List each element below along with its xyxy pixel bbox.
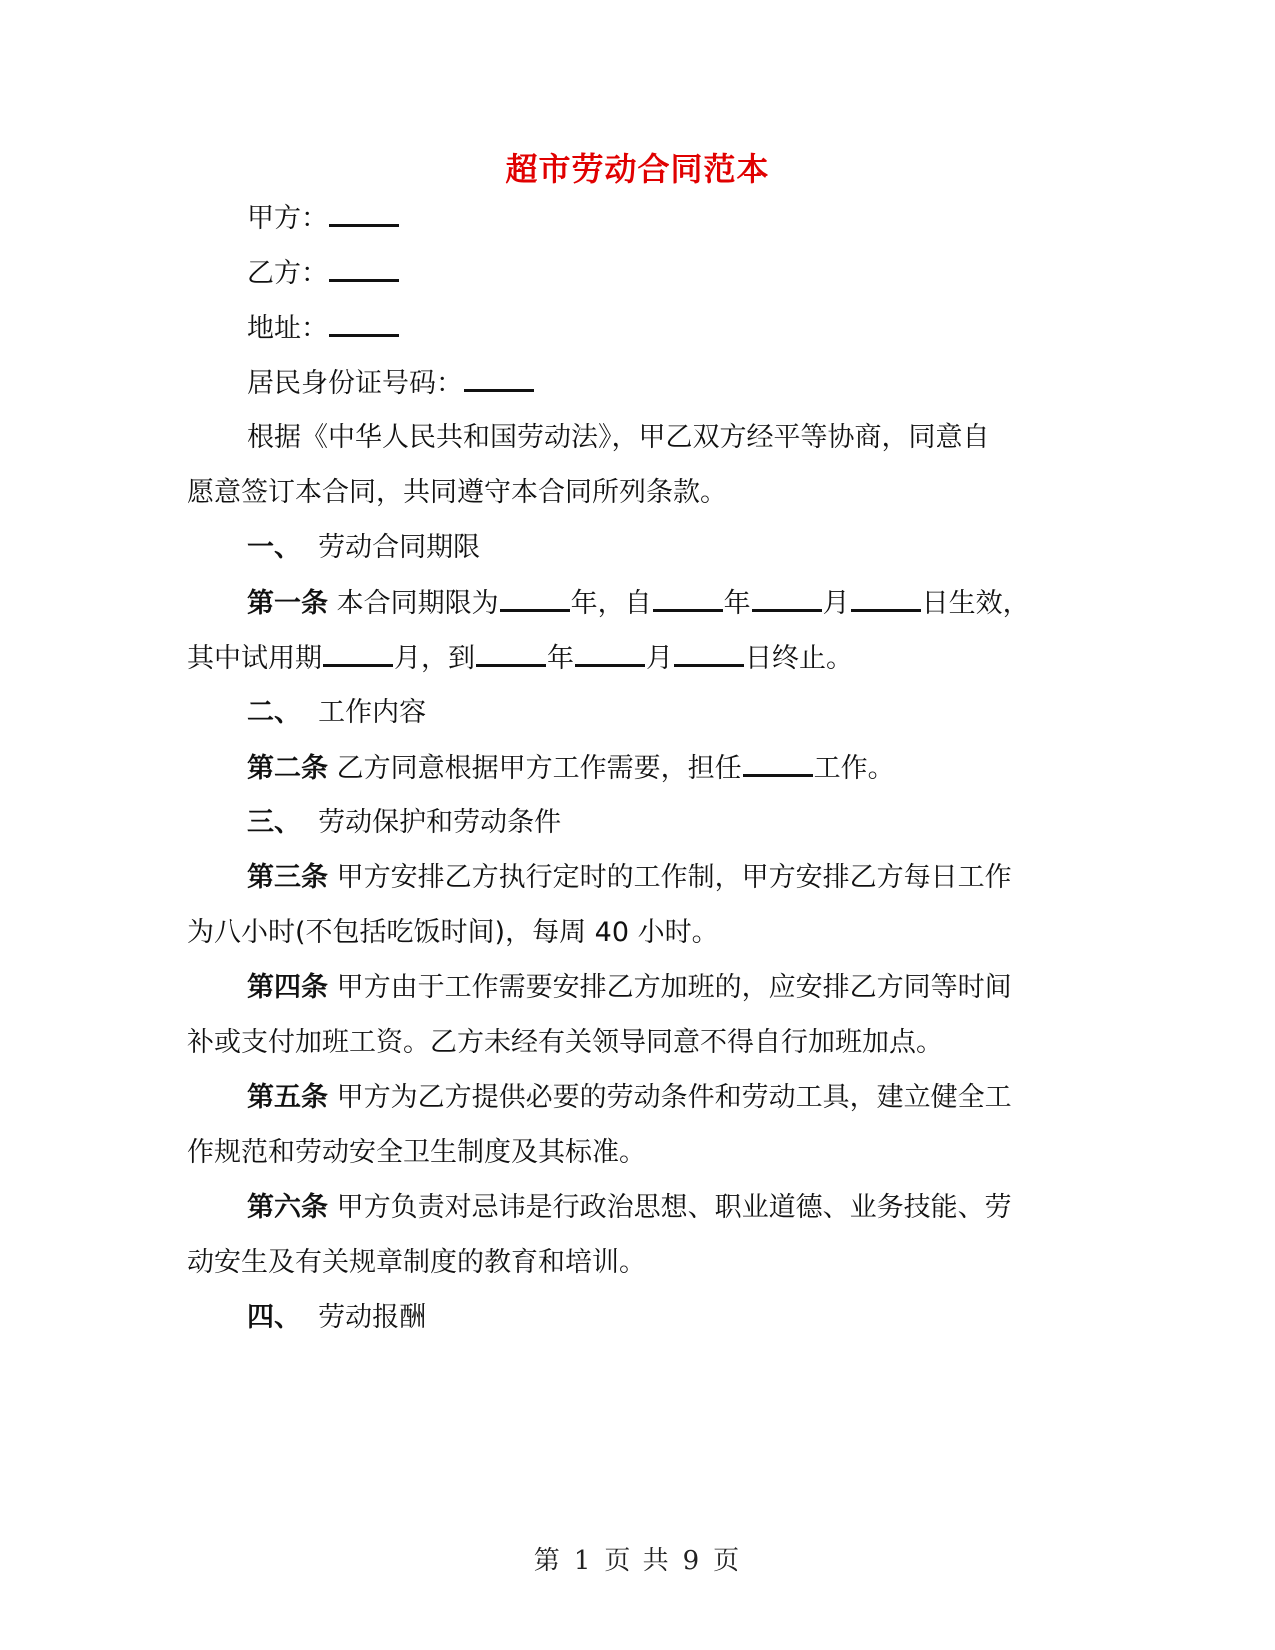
- section-title: 劳动保护和劳动条件: [318, 807, 562, 838]
- article-label: 第二条: [247, 753, 328, 784]
- party-b-label: 乙方：: [247, 258, 328, 289]
- article-label: 第六条: [247, 1192, 328, 1223]
- address-blank: [329, 308, 399, 337]
- text-segment: 月，到: [394, 643, 475, 674]
- party-b-blank: [329, 253, 399, 282]
- text-segment: 甲方由于工作需要安排乙方加班的，应安排乙方同等时间: [336, 972, 1012, 1003]
- footer-page-number: 1: [573, 1546, 593, 1576]
- text-segment: 其中试用期: [187, 643, 322, 674]
- text-segment: 年: [547, 643, 574, 674]
- text-segment: 工作。: [813, 753, 895, 784]
- address-label: 地址：: [247, 313, 328, 344]
- text-segment: 年: [723, 588, 751, 619]
- article-label: 第五条: [247, 1082, 328, 1113]
- text-segment: 日终止。: [745, 643, 853, 674]
- article-5-line-1: [247, 1078, 1012, 1118]
- party-a-field: [247, 198, 400, 239]
- section-heading-3: [247, 803, 561, 843]
- address-field: [247, 308, 400, 349]
- start-year-blank: [653, 583, 723, 612]
- footer-total-pages: 9: [682, 1546, 702, 1576]
- party-a-blank: [329, 198, 399, 227]
- text-segment: 乙方同意根据甲方工作需要，担任: [336, 753, 742, 784]
- probation-months-blank: [323, 638, 393, 667]
- id-number-blank: [464, 363, 534, 392]
- intro-line-1: 根据《中华人民共和国劳动法》，甲乙双方经平等协商，同意自: [247, 422, 990, 453]
- text-segment: 月: [646, 643, 673, 674]
- article-1-line-2: [187, 638, 853, 679]
- section-number: 四、: [247, 1302, 301, 1333]
- article-4-line-2: 补或支付加班工资。乙方未经有关领导同意不得自行加班加点。: [187, 1027, 943, 1058]
- page-footer: [0, 1540, 1275, 1577]
- id-number-field: [247, 363, 535, 404]
- section-heading-2: [247, 693, 426, 733]
- section-heading-4: [247, 1298, 426, 1338]
- party-b-field: [247, 253, 400, 294]
- section-heading-1: [247, 528, 480, 568]
- footer-suffix: 页: [713, 1546, 742, 1576]
- article-6-line-1: [247, 1188, 1012, 1228]
- section-number: 一、: [247, 532, 301, 563]
- end-day-blank: [674, 638, 744, 667]
- text-segment: 日生效，: [921, 588, 1030, 619]
- party-a-label: 甲方：: [247, 203, 328, 234]
- id-number-label: 居民身份证号码：: [247, 368, 463, 399]
- text-segment: 月: [822, 588, 850, 619]
- section-number: 三、: [247, 807, 301, 838]
- section-number: 二、: [247, 697, 301, 728]
- article-label: 第四条: [247, 972, 328, 1003]
- footer-prefix: 第: [533, 1546, 562, 1576]
- section-title: 工作内容: [318, 697, 427, 728]
- article-label: 第三条: [247, 862, 328, 893]
- article-3-line-2: 为八小时(不包括吃饭时间)，每周 40 小时。: [187, 917, 719, 948]
- section-title: 劳动报酬: [318, 1302, 427, 1333]
- footer-middle: 页 共: [604, 1546, 671, 1576]
- intro-line-2: 愿意签订本合同，共同遵守本合同所列条款。: [187, 477, 727, 508]
- article-5-line-2: 作规范和劳动安全卫生制度及其标准。: [187, 1137, 646, 1168]
- article-2: [247, 748, 895, 789]
- article-6-line-2: 动安生及有关规章制度的教育和培训。: [187, 1247, 646, 1278]
- text-segment: 甲方负责对忌讳是行政治思想、职业道德、业务技能、劳: [336, 1192, 1012, 1223]
- start-day-blank: [851, 583, 921, 612]
- text-segment: 甲方安排乙方执行定时的工作制，甲方安排乙方每日工作: [336, 862, 1012, 893]
- end-year-blank: [476, 638, 546, 667]
- start-month-blank: [752, 583, 822, 612]
- document-title: 超市劳动合同范本: [505, 150, 770, 188]
- end-month-blank: [575, 638, 645, 667]
- text-segment: 甲方为乙方提供必要的劳动条件和劳动工具，建立健全工: [336, 1082, 1012, 1113]
- section-title: 劳动合同期限: [318, 532, 481, 563]
- text-segment: 年，自: [570, 588, 652, 619]
- article-4-line-1: [247, 968, 1012, 1008]
- article-label: 第一条: [247, 588, 328, 619]
- job-title-blank: [743, 748, 813, 777]
- article-1-line-1: [247, 583, 1030, 624]
- text-segment: 本合同期限为: [336, 588, 499, 619]
- article-3-line-1: [247, 858, 1012, 898]
- term-years-blank: [500, 583, 570, 612]
